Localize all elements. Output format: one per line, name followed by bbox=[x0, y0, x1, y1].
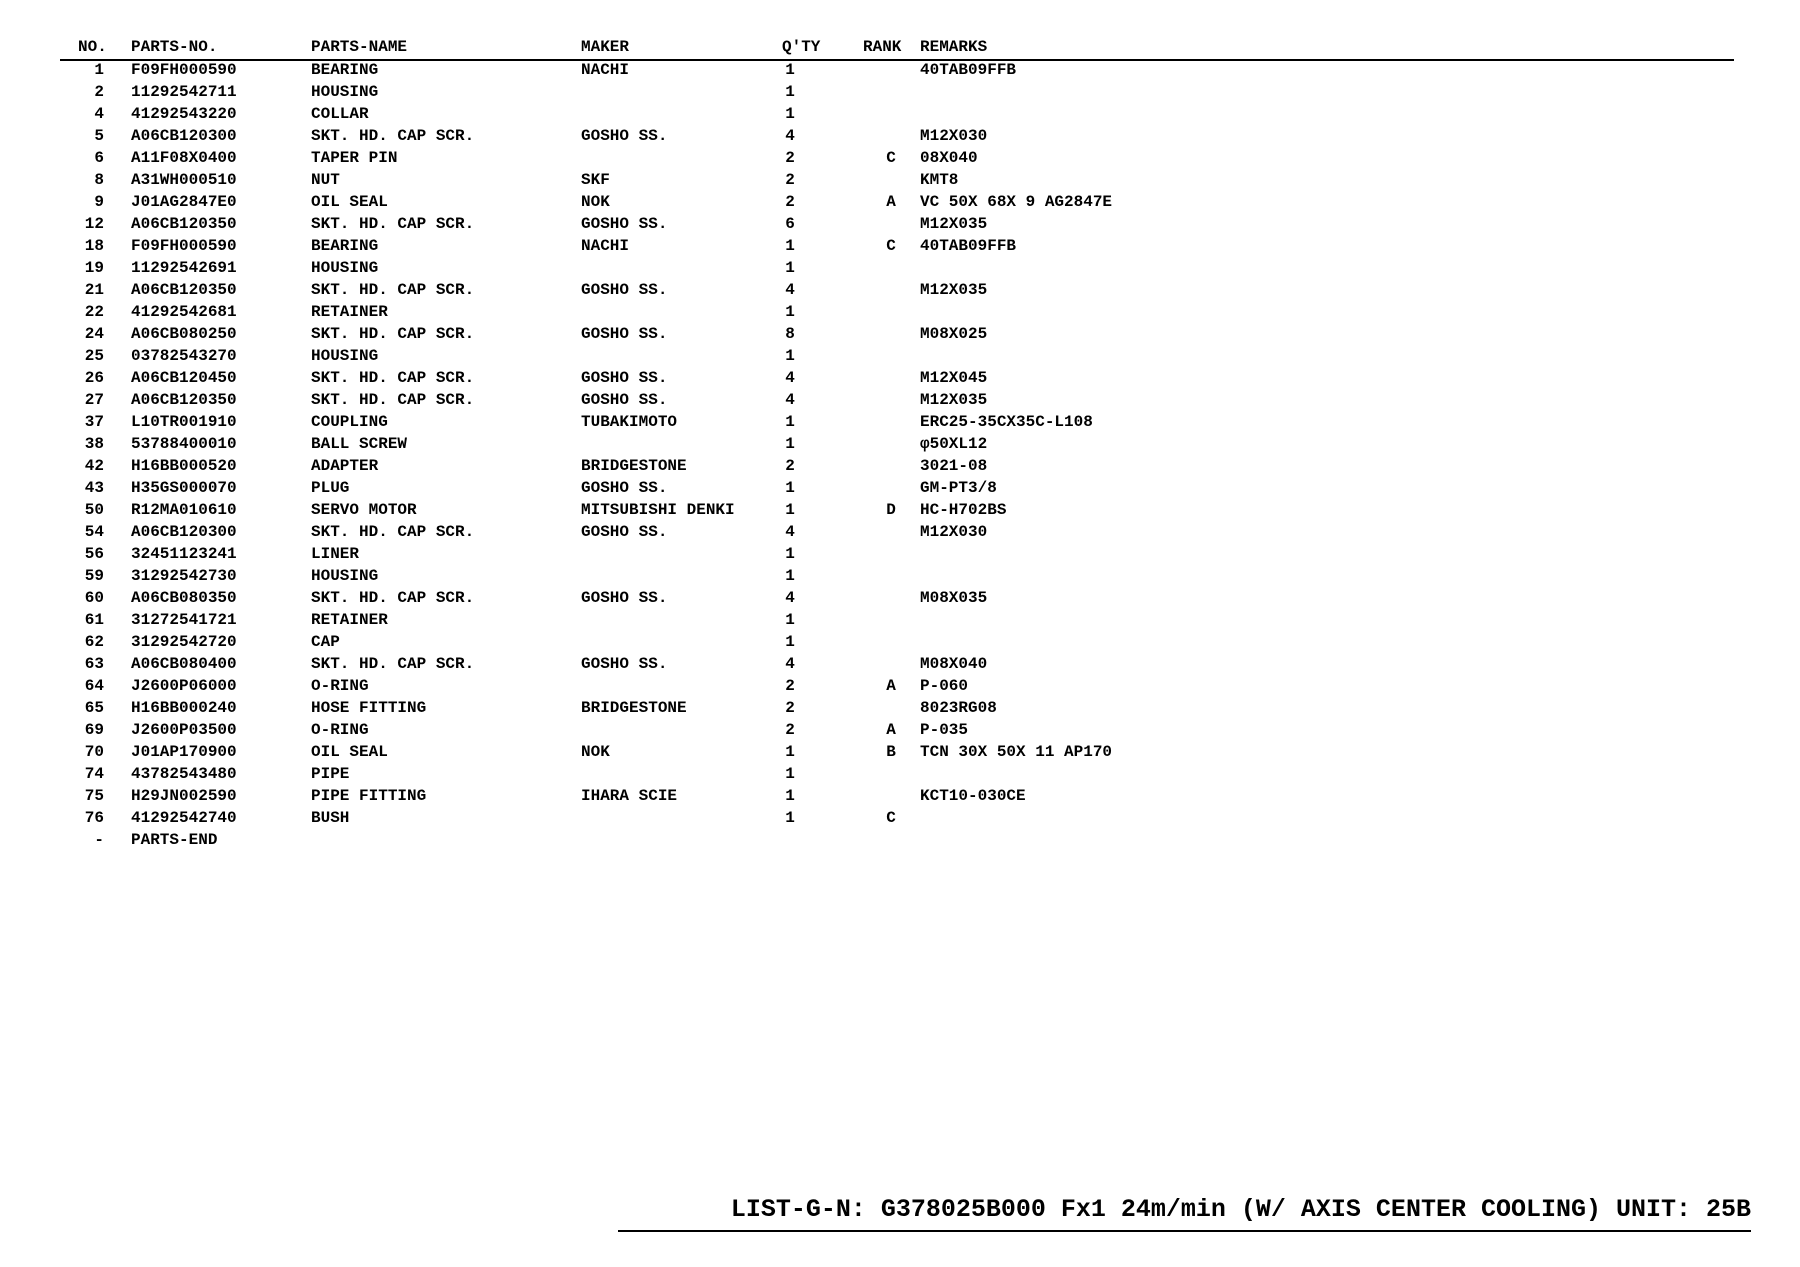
table-row bbox=[60, 301, 1734, 323]
header-parts-name: PARTS-NAME bbox=[311, 38, 408, 56]
table-row bbox=[60, 763, 1734, 785]
cell-remarks: M12X035 bbox=[920, 391, 988, 409]
cell-no: 9 bbox=[94, 193, 104, 211]
cell-no: 19 bbox=[84, 259, 104, 277]
cell-parts-name: HOSE FITTING bbox=[311, 699, 427, 717]
table-row bbox=[60, 741, 1734, 763]
cell-parts-name: PIPE bbox=[311, 765, 350, 783]
cell-parts-name: NUT bbox=[311, 171, 340, 189]
cell-maker: GOSHO SS. bbox=[581, 369, 668, 387]
cell-no: 27 bbox=[84, 391, 104, 409]
cell-parts-no: F09FH000590 bbox=[131, 237, 237, 255]
cell-no: - bbox=[94, 831, 104, 849]
cell-qty: 4 bbox=[785, 391, 795, 409]
cell-qty: 1 bbox=[785, 479, 795, 497]
cell-parts-name: LINER bbox=[311, 545, 360, 563]
cell-qty: 2 bbox=[785, 149, 795, 167]
cell-parts-no: A06CB120300 bbox=[131, 127, 237, 145]
cell-no: 24 bbox=[84, 325, 104, 343]
cell-remarks: M12X035 bbox=[920, 281, 988, 299]
cell-parts-name: RETAINER bbox=[311, 303, 388, 321]
cell-no: 65 bbox=[84, 699, 104, 717]
cell-qty: 1 bbox=[785, 347, 795, 365]
cell-maker: GOSHO SS. bbox=[581, 589, 668, 607]
table-row bbox=[60, 653, 1734, 675]
table-row bbox=[60, 235, 1734, 257]
table-row bbox=[60, 257, 1734, 279]
cell-maker: IHARA SCIE bbox=[581, 787, 678, 805]
cell-no: 64 bbox=[84, 677, 104, 695]
cell-qty: 1 bbox=[785, 105, 795, 123]
table-row bbox=[60, 631, 1734, 653]
table-header bbox=[60, 37, 1734, 61]
cell-parts-name: BEARING bbox=[311, 237, 379, 255]
cell-qty: 1 bbox=[785, 303, 795, 321]
table-row bbox=[60, 609, 1734, 631]
cell-no: 75 bbox=[84, 787, 104, 805]
cell-no: 50 bbox=[84, 501, 104, 519]
cell-no: 69 bbox=[84, 721, 104, 739]
cell-qty: 4 bbox=[785, 281, 795, 299]
cell-no: 62 bbox=[84, 633, 104, 651]
cell-parts-name: CAP bbox=[311, 633, 340, 651]
cell-parts-no: L10TR001910 bbox=[131, 413, 237, 431]
cell-qty: 1 bbox=[785, 765, 795, 783]
cell-maker: NACHI bbox=[581, 237, 630, 255]
cell-rank: C bbox=[886, 149, 896, 167]
cell-qty: 1 bbox=[785, 567, 795, 585]
cell-parts-name: SKT. HD. CAP SCR. bbox=[311, 655, 475, 673]
table-row bbox=[60, 169, 1734, 191]
cell-remarks: 40TAB09FFB bbox=[920, 61, 1017, 79]
cell-no: 74 bbox=[84, 765, 104, 783]
cell-parts-name: HOUSING bbox=[311, 567, 379, 585]
cell-parts-no: 41292542740 bbox=[131, 809, 237, 827]
cell-parts-no: J01AP170900 bbox=[131, 743, 237, 761]
table-row bbox=[60, 499, 1734, 521]
cell-maker: GOSHO SS. bbox=[581, 655, 668, 673]
cell-no: 56 bbox=[84, 545, 104, 563]
cell-parts-name: HOUSING bbox=[311, 259, 379, 277]
cell-parts-name: SKT. HD. CAP SCR. bbox=[311, 589, 475, 607]
cell-remarks: P-035 bbox=[920, 721, 969, 739]
table-row bbox=[60, 785, 1734, 807]
cell-no: 5 bbox=[94, 127, 104, 145]
cell-no: 2 bbox=[94, 83, 104, 101]
cell-qty: 2 bbox=[785, 699, 795, 717]
table-row bbox=[60, 719, 1734, 741]
cell-qty: 1 bbox=[785, 83, 795, 101]
cell-parts-name: PIPE FITTING bbox=[311, 787, 427, 805]
table-row bbox=[60, 103, 1734, 125]
cell-parts-no: H35GS000070 bbox=[131, 479, 237, 497]
cell-no: 22 bbox=[84, 303, 104, 321]
table-row bbox=[60, 323, 1734, 345]
cell-parts-name: O-RING bbox=[311, 721, 369, 739]
cell-parts-no: J2600P03500 bbox=[131, 721, 237, 739]
table-row bbox=[60, 389, 1734, 411]
cell-rank: A bbox=[886, 677, 896, 695]
cell-parts-name: RETAINER bbox=[311, 611, 388, 629]
cell-parts-no: J01AG2847E0 bbox=[131, 193, 237, 211]
cell-parts-name: OIL SEAL bbox=[311, 743, 388, 761]
cell-parts-no: 41292543220 bbox=[131, 105, 237, 123]
cell-maker: GOSHO SS. bbox=[581, 479, 668, 497]
cell-no: 1 bbox=[94, 61, 104, 79]
cell-no: 8 bbox=[94, 171, 104, 189]
cell-remarks: GM-PT3/8 bbox=[920, 479, 997, 497]
cell-qty: 2 bbox=[785, 193, 795, 211]
header-remarks: REMARKS bbox=[920, 38, 988, 56]
cell-qty: 4 bbox=[785, 369, 795, 387]
cell-parts-name: BEARING bbox=[311, 61, 379, 79]
cell-parts-no: A06CB120350 bbox=[131, 215, 237, 233]
cell-remarks: 8023RG08 bbox=[920, 699, 997, 717]
cell-parts-no: F09FH000590 bbox=[131, 61, 237, 79]
cell-parts-name: SERVO MOTOR bbox=[311, 501, 417, 519]
cell-maker: SKF bbox=[581, 171, 610, 189]
cell-remarks: 40TAB09FFB bbox=[920, 237, 1017, 255]
table-row bbox=[60, 411, 1734, 433]
cell-parts-name: HOUSING bbox=[311, 347, 379, 365]
cell-maker: GOSHO SS. bbox=[581, 215, 668, 233]
cell-parts-name: COUPLING bbox=[311, 413, 388, 431]
cell-qty: 1 bbox=[785, 809, 795, 827]
cell-qty: 1 bbox=[785, 413, 795, 431]
table-row bbox=[60, 521, 1734, 543]
header-maker: MAKER bbox=[581, 38, 630, 56]
cell-maker: NOK bbox=[581, 743, 610, 761]
cell-no: 70 bbox=[84, 743, 104, 761]
cell-maker: GOSHO SS. bbox=[581, 391, 668, 409]
cell-parts-no: A31WH000510 bbox=[131, 171, 237, 189]
cell-qty: 1 bbox=[785, 787, 795, 805]
table-row bbox=[60, 565, 1734, 587]
cell-maker: GOSHO SS. bbox=[581, 281, 668, 299]
cell-parts-no: A06CB120450 bbox=[131, 369, 237, 387]
cell-maker: BRIDGESTONE bbox=[581, 699, 687, 717]
cell-parts-no: 31292542730 bbox=[131, 567, 237, 585]
table-row bbox=[60, 477, 1734, 499]
cell-remarks: 3021-08 bbox=[920, 457, 988, 475]
cell-parts-name: SKT. HD. CAP SCR. bbox=[311, 391, 475, 409]
cell-remarks: M12X030 bbox=[920, 127, 988, 145]
header-rank: RANK bbox=[863, 38, 902, 56]
cell-qty: 8 bbox=[785, 325, 795, 343]
cell-parts-no: 53788400010 bbox=[131, 435, 237, 453]
table-row bbox=[60, 807, 1734, 829]
cell-parts-name: PLUG bbox=[311, 479, 350, 497]
cell-remarks: M12X045 bbox=[920, 369, 988, 387]
cell-no: 43 bbox=[84, 479, 104, 497]
table-row bbox=[60, 697, 1734, 719]
cell-no: 26 bbox=[84, 369, 104, 387]
cell-rank: A bbox=[886, 721, 896, 739]
cell-parts-name: COLLAR bbox=[311, 105, 369, 123]
cell-qty: 2 bbox=[785, 171, 795, 189]
cell-qty: 1 bbox=[785, 545, 795, 563]
cell-parts-no: A06CB080250 bbox=[131, 325, 237, 343]
cell-qty: 4 bbox=[785, 127, 795, 145]
cell-no: 76 bbox=[84, 809, 104, 827]
cell-parts-no: 03782543270 bbox=[131, 347, 237, 365]
cell-parts-name: HOUSING bbox=[311, 83, 379, 101]
cell-parts-name: TAPER PIN bbox=[311, 149, 398, 167]
cell-parts-no: 32451123241 bbox=[131, 545, 237, 563]
cell-rank: C bbox=[886, 237, 896, 255]
cell-parts-no: A06CB080400 bbox=[131, 655, 237, 673]
cell-rank: A bbox=[886, 193, 896, 211]
cell-parts-no: 41292542681 bbox=[131, 303, 237, 321]
cell-parts-name: SKT. HD. CAP SCR. bbox=[311, 281, 475, 299]
cell-qty: 1 bbox=[785, 61, 795, 79]
cell-no: 42 bbox=[84, 457, 104, 475]
table-row bbox=[60, 345, 1734, 367]
cell-remarks: ERC25-35CX35C-L108 bbox=[920, 413, 1093, 431]
cell-parts-name: BALL SCREW bbox=[311, 435, 408, 453]
table-row bbox=[60, 829, 1734, 851]
table-row bbox=[60, 433, 1734, 455]
cell-rank: B bbox=[886, 743, 896, 761]
cell-parts-no: A11F08X0400 bbox=[131, 149, 237, 167]
cell-parts-no: R12MA010610 bbox=[131, 501, 237, 519]
cell-remarks: M08X040 bbox=[920, 655, 988, 673]
cell-maker: BRIDGESTONE bbox=[581, 457, 687, 475]
cell-qty: 4 bbox=[785, 523, 795, 541]
cell-no: 59 bbox=[84, 567, 104, 585]
cell-maker: TUBAKIMOTO bbox=[581, 413, 678, 431]
cell-parts-no: A06CB080350 bbox=[131, 589, 237, 607]
cell-no: 25 bbox=[84, 347, 104, 365]
cell-parts-no: 43782543480 bbox=[131, 765, 237, 783]
cell-qty: 6 bbox=[785, 215, 795, 233]
cell-maker: MITSUBISHI DENKI bbox=[581, 501, 735, 519]
cell-parts-name: ADAPTER bbox=[311, 457, 379, 475]
table-row bbox=[60, 367, 1734, 389]
cell-parts-no: PARTS-END bbox=[131, 831, 218, 849]
table-row bbox=[60, 675, 1734, 697]
cell-maker: GOSHO SS. bbox=[581, 325, 668, 343]
table-row bbox=[60, 279, 1734, 301]
header-parts-no: PARTS-NO. bbox=[131, 38, 218, 56]
cell-remarks: KCT10-030CE bbox=[920, 787, 1026, 805]
table-row bbox=[60, 125, 1734, 147]
cell-parts-no: H29JN002590 bbox=[131, 787, 237, 805]
cell-remarks: 08X040 bbox=[920, 149, 978, 167]
cell-remarks: M08X025 bbox=[920, 325, 988, 343]
cell-parts-name: SKT. HD. CAP SCR. bbox=[311, 325, 475, 343]
cell-remarks: M12X030 bbox=[920, 523, 988, 541]
cell-qty: 1 bbox=[785, 743, 795, 761]
cell-parts-no: H16BB000520 bbox=[131, 457, 237, 475]
cell-parts-no: A06CB120350 bbox=[131, 391, 237, 409]
cell-remarks: φ50XL12 bbox=[920, 435, 988, 453]
cell-remarks: P-060 bbox=[920, 677, 969, 695]
cell-parts-no: 11292542711 bbox=[131, 83, 237, 101]
cell-parts-no: H16BB000240 bbox=[131, 699, 237, 717]
table-row bbox=[60, 191, 1734, 213]
cell-qty: 2 bbox=[785, 457, 795, 475]
table-row bbox=[60, 543, 1734, 565]
cell-no: 37 bbox=[84, 413, 104, 431]
cell-qty: 2 bbox=[785, 677, 795, 695]
cell-no: 21 bbox=[84, 281, 104, 299]
cell-no: 38 bbox=[84, 435, 104, 453]
cell-no: 6 bbox=[94, 149, 104, 167]
table-row bbox=[60, 147, 1734, 169]
cell-maker: NACHI bbox=[581, 61, 630, 79]
cell-no: 18 bbox=[84, 237, 104, 255]
cell-no: 12 bbox=[84, 215, 104, 233]
cell-qty: 1 bbox=[785, 237, 795, 255]
cell-rank: D bbox=[886, 501, 896, 519]
cell-parts-no: 31272541721 bbox=[131, 611, 237, 629]
table-row bbox=[60, 59, 1734, 81]
header-qty: Q'TY bbox=[782, 38, 821, 56]
cell-qty: 1 bbox=[785, 259, 795, 277]
cell-parts-no: 11292542691 bbox=[131, 259, 237, 277]
table-row bbox=[60, 455, 1734, 477]
cell-remarks: KMT8 bbox=[920, 171, 959, 189]
parts-table-body bbox=[60, 59, 1734, 851]
cell-no: 61 bbox=[84, 611, 104, 629]
cell-qty: 1 bbox=[785, 633, 795, 651]
cell-remarks: M08X035 bbox=[920, 589, 988, 607]
cell-remarks: VC 50X 68X 9 AG2847E bbox=[920, 193, 1113, 211]
cell-maker: NOK bbox=[581, 193, 610, 211]
cell-qty: 2 bbox=[785, 721, 795, 739]
cell-parts-name: SKT. HD. CAP SCR. bbox=[311, 523, 475, 541]
cell-remarks: M12X035 bbox=[920, 215, 988, 233]
cell-parts-name: O-RING bbox=[311, 677, 369, 695]
cell-no: 4 bbox=[94, 105, 104, 123]
list-footer: LIST-G-N: G378025B000 Fx1 24m/min (W/ AXIS CENTER COOLING) UNIT: 25B bbox=[618, 1194, 1751, 1232]
cell-parts-name: SKT. HD. CAP SCR. bbox=[311, 215, 475, 233]
table-row bbox=[60, 587, 1734, 609]
table-row bbox=[60, 81, 1734, 103]
cell-qty: 4 bbox=[785, 589, 795, 607]
cell-parts-name: OIL SEAL bbox=[311, 193, 388, 211]
cell-remarks: HC-H702BS bbox=[920, 501, 1007, 519]
cell-qty: 1 bbox=[785, 435, 795, 453]
cell-qty: 1 bbox=[785, 611, 795, 629]
cell-parts-name: SKT. HD. CAP SCR. bbox=[311, 369, 475, 387]
cell-parts-no: A06CB120300 bbox=[131, 523, 237, 541]
cell-parts-name: BUSH bbox=[311, 809, 350, 827]
header-no: NO. bbox=[78, 38, 107, 56]
cell-rank: C bbox=[886, 809, 896, 827]
table-row bbox=[60, 213, 1734, 235]
cell-maker: GOSHO SS. bbox=[581, 127, 668, 145]
cell-parts-no: 31292542720 bbox=[131, 633, 237, 651]
cell-parts-name: SKT. HD. CAP SCR. bbox=[311, 127, 475, 145]
cell-parts-no: J2600P06000 bbox=[131, 677, 237, 695]
cell-maker: GOSHO SS. bbox=[581, 523, 668, 541]
cell-remarks: TCN 30X 50X 11 AP170 bbox=[920, 743, 1113, 761]
cell-no: 60 bbox=[84, 589, 104, 607]
cell-no: 63 bbox=[84, 655, 104, 673]
cell-no: 54 bbox=[84, 523, 104, 541]
cell-parts-no: A06CB120350 bbox=[131, 281, 237, 299]
cell-qty: 1 bbox=[785, 501, 795, 519]
cell-qty: 4 bbox=[785, 655, 795, 673]
